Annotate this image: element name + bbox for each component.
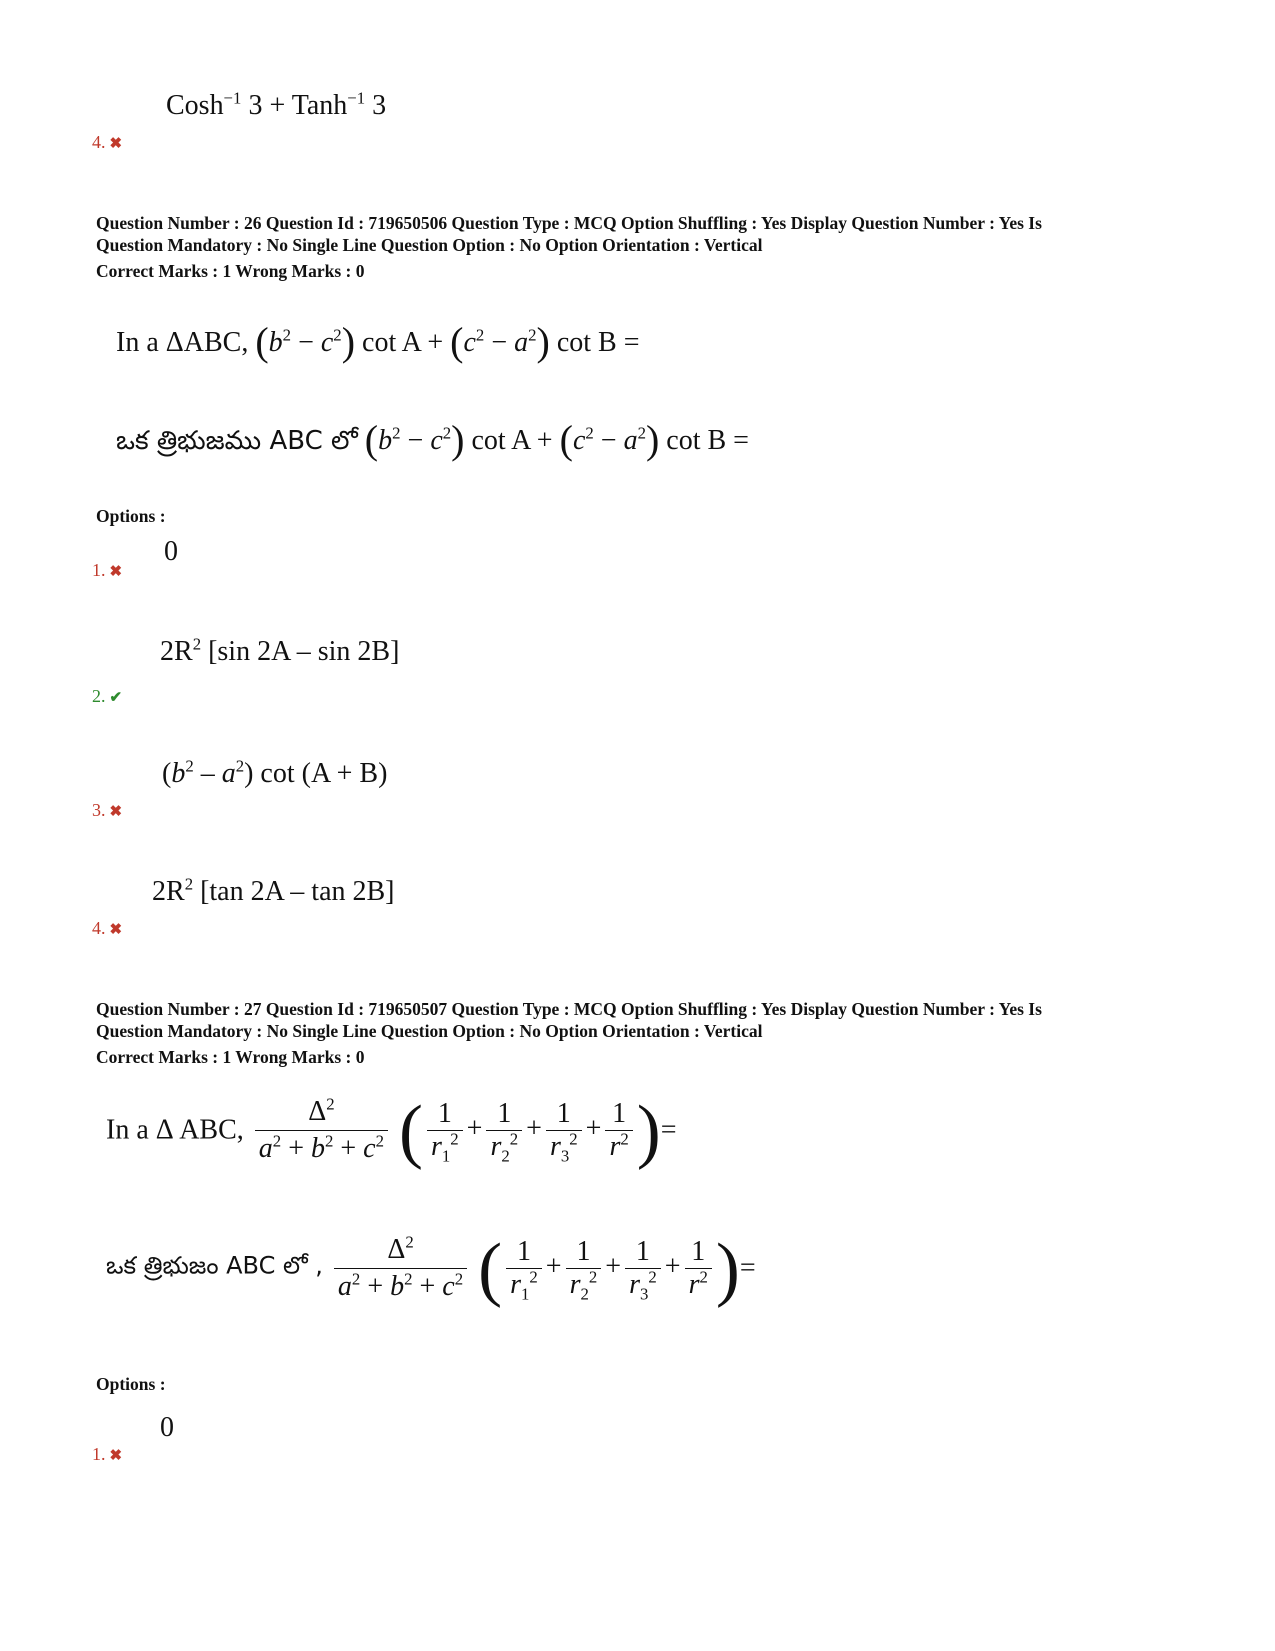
q27-meta-line1: Question Number : 27 Question Id : 719650507 Question Type : MCQ Option Shuffling : Yes Display Question Number : Yes Is: [96, 999, 1042, 1019]
q27-option-1-number: [92, 1444, 122, 1465]
q26-meta-line1: Question Number : 26 Question Id : 719650506 Question Type : MCQ Option Shuffling : Yes Display Question Number : Yes Is: [96, 213, 1042, 233]
q26-option-3-text: $(b^2 - a^2)$ cot (A + B): [162, 756, 388, 789]
correct-check-icon: ✔: [109, 690, 123, 706]
q27-delta-fraction: $\frac{\Delta^2}{a^2 + b^2 + c^2}$: [255, 1094, 388, 1167]
q26-options-label: Options :: [96, 506, 166, 526]
q27-delta-fraction-te: $\frac{\Delta^2}{a^2 + b^2 + c^2}$: [334, 1232, 467, 1305]
q27-prefix-en: In a Δ ABC,: [106, 1114, 244, 1146]
prev-option-4-number: [92, 132, 122, 153]
q27-meta: [96, 998, 1206, 1068]
option-number: 3.: [92, 800, 106, 820]
q26-option-1-text: 0: [164, 536, 178, 567]
q26-marks: Correct Marks : 1 Wrong Marks : 0: [96, 261, 365, 281]
q26-meta: [96, 212, 1206, 282]
wrong-mark-icon: ✖: [109, 1448, 123, 1464]
q26-prefix-te: ఒక త్రిభుజము ABC లో: [116, 426, 358, 456]
option-number: 1.: [92, 560, 106, 580]
q27-prefix-te: ఒక త్రిభుజం ABC లో ,: [106, 1251, 323, 1280]
q27-option-1-text: 0: [160, 1412, 174, 1443]
q26-prefix-en: In a ΔABC,: [116, 327, 249, 358]
q26-question-english: In a ΔABC, $(b^2 - c^2)$ $\cot A + (c^2 - a^2)$ cot B =: [116, 319, 640, 364]
q26-option-1-number: [92, 560, 122, 581]
wrong-mark-icon: ✖: [109, 564, 123, 580]
q26-meta-line2: Question Mandatory : No Single Line Question Option : No Option Orientation : Vertical: [96, 235, 763, 255]
q26-option-2-number: [92, 686, 122, 707]
q26-question-telugu: ఒక త్రిభుజము ABC లో $(b^2 - c^2)$ $\cot A + (c^2 - a^2)$ cot B =: [116, 417, 749, 462]
option-number: 4.: [92, 132, 106, 152]
q26-option-4-number: [92, 918, 122, 939]
wrong-mark-icon: ✖: [109, 922, 123, 938]
option-number: 1.: [92, 1444, 106, 1464]
wrong-mark-icon: ✖: [109, 804, 123, 820]
q26-option-4-text: $2R^2$ [tan 2A – tan 2B]: [152, 874, 395, 907]
wrong-mark-icon: ✖: [109, 136, 123, 152]
q26-equals: =: [623, 327, 640, 358]
q26-option-2-text: $2R^2$ [sin 2A – sin 2B]: [160, 634, 400, 667]
q27-question-telugu: ఒక త్రిభుజం ABC లో , $\frac{\Delta^2}{a^2 + b^2 + c^2}$ ( $\frac{1}{r_1^2}$ + $\frac{1}{r_2^2}$ + $\frac{1}{r_3^2}$ + $\frac{1}{r^2}$ )=: [106, 1228, 756, 1309]
q27-marks: Correct Marks : 1 Wrong Marks : 0: [96, 1047, 365, 1067]
q27-options-label: Options :: [96, 1374, 166, 1394]
q26-option-3-number: [92, 800, 122, 821]
q27-question-english: In a Δ ABC, $\frac{\Delta^2}{a^2 + b^2 + c^2}$ ( $\frac{1}{r_1^2}$ + $\frac{1}{r_2^2}$ + $\frac{1}{r_3^2}$ + $\frac{1}{r^2}$ )=: [106, 1090, 677, 1171]
q27-meta-line2: Question Mandatory : No Single Line Question Option : No Option Orientation : Vertical: [96, 1021, 763, 1041]
option-number: 4.: [92, 918, 106, 938]
option-number: 2.: [92, 686, 106, 706]
prev-option-4-math: Cosh$^{-1}$ 3 + Tanh$^{-1}$ 3: [166, 88, 387, 121]
